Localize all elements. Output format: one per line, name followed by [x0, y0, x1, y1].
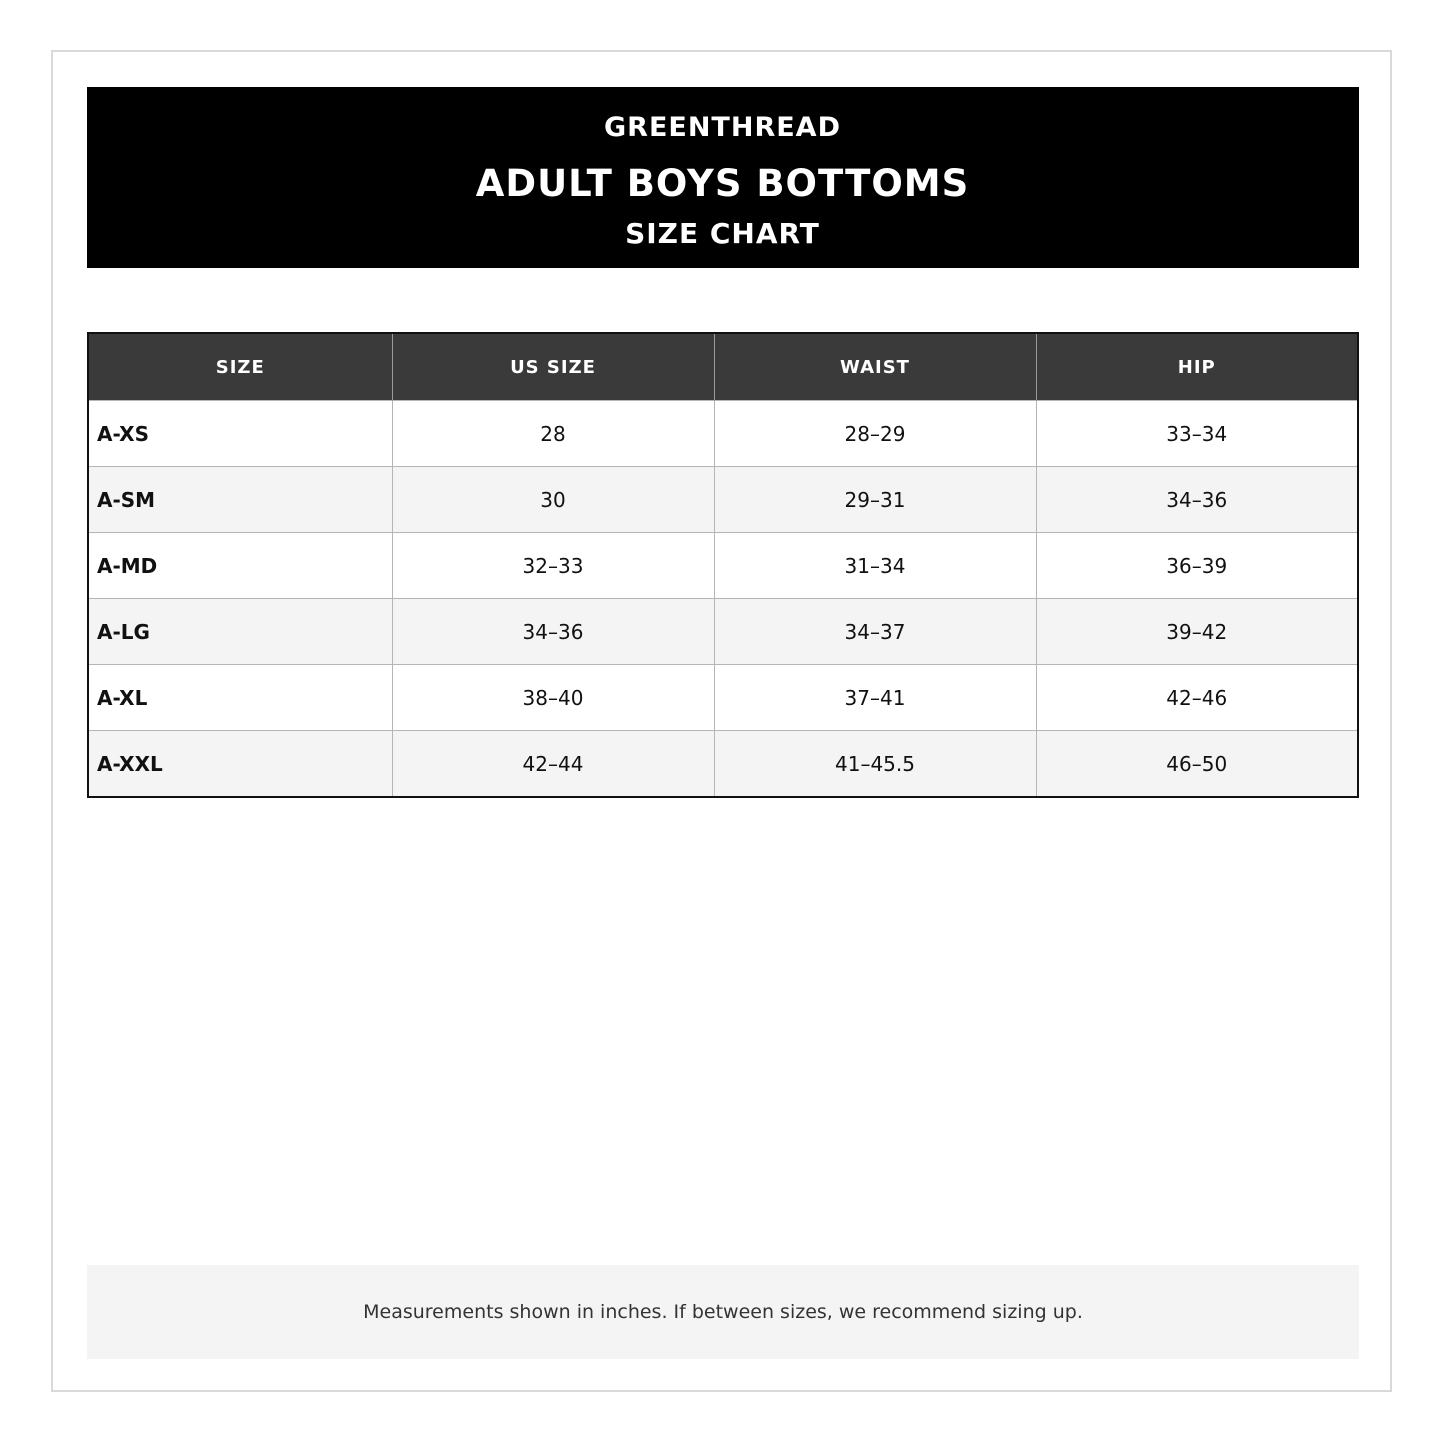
size-cell: A-XS [88, 401, 392, 467]
hip-cell: 36–39 [1036, 533, 1358, 599]
hip-cell: 39–42 [1036, 599, 1358, 665]
hip-cell: 42–46 [1036, 665, 1358, 731]
table-row [88, 599, 1358, 665]
us-size-cell: 30 [392, 467, 714, 533]
column-header-hip: HIP [1036, 333, 1358, 401]
table-header-row [88, 333, 1358, 401]
chart-title: ADULT BOYS BOTTOMS [475, 162, 970, 205]
column-header-us-size: US SIZE [392, 333, 714, 401]
table-row [88, 467, 1358, 533]
us-size-cell: 42–44 [392, 731, 714, 798]
table-row [88, 401, 1358, 467]
us-size-cell: 28 [392, 401, 714, 467]
waist-cell: 37–41 [714, 665, 1036, 731]
measurement-note: Measurements shown in inches. If between sizes, we recommend sizing up. [87, 1265, 1359, 1359]
column-header-waist: WAIST [714, 333, 1036, 401]
us-size-cell: 32–33 [392, 533, 714, 599]
waist-cell: 41–45.5 [714, 731, 1036, 798]
hip-cell: 34–36 [1036, 467, 1358, 533]
brand-name: GREENTHREAD [604, 112, 841, 143]
column-header-size: SIZE [88, 333, 392, 401]
table-row [88, 731, 1358, 798]
size-cell: A-SM [88, 467, 392, 533]
us-size-cell: 38–40 [392, 665, 714, 731]
size-cell: A-XXL [88, 731, 392, 798]
hip-cell: 33–34 [1036, 401, 1358, 467]
waist-cell: 31–34 [714, 533, 1036, 599]
hip-cell: 46–50 [1036, 731, 1358, 798]
size-cell: A-XL [88, 665, 392, 731]
us-size-cell: 34–36 [392, 599, 714, 665]
size-cell: A-MD [88, 533, 392, 599]
table-row [88, 665, 1358, 731]
chart-subtitle: SIZE CHART [625, 217, 820, 250]
waist-cell: 34–37 [714, 599, 1036, 665]
size-table [87, 332, 1359, 798]
waist-cell: 28–29 [714, 401, 1036, 467]
table-row [88, 533, 1358, 599]
waist-cell: 29–31 [714, 467, 1036, 533]
size-cell: A-LG [88, 599, 392, 665]
